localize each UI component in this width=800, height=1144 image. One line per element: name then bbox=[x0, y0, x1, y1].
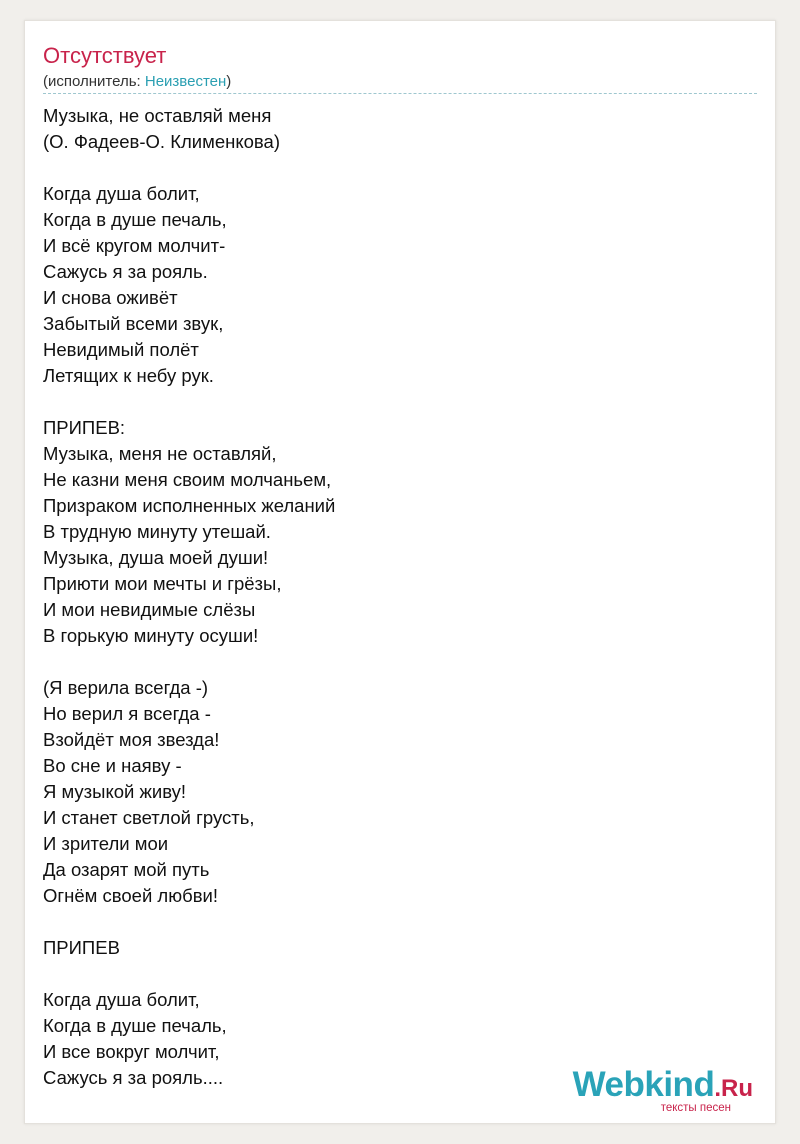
lyric-line: Я музыкой живу! bbox=[43, 781, 187, 802]
lyric-line: И снова оживёт bbox=[43, 287, 178, 308]
lyric-line: Не казни меня своим молчаньем, bbox=[43, 469, 332, 490]
lyric-line: Когда душа болит, bbox=[43, 989, 200, 1010]
lyric-line: Когда в душе печаль, bbox=[43, 1015, 227, 1036]
lyric-line bbox=[43, 389, 743, 415]
performer-prefix: (исполнитель: bbox=[43, 73, 145, 90]
performer-line bbox=[43, 73, 231, 91]
webkind-logo[interactable] bbox=[553, 1065, 753, 1115]
lyric-line bbox=[43, 155, 743, 181]
logo-main-text: Webkind bbox=[572, 1065, 715, 1104]
lyric-line: Взойдёт моя звезда! bbox=[43, 729, 220, 750]
lyric-line: (О. Фадеев-О. Клименкова) bbox=[43, 131, 281, 152]
lyrics-sheet bbox=[24, 20, 776, 1124]
lyric-line: Да озарят мой путь bbox=[43, 859, 210, 880]
dashed-divider bbox=[43, 93, 757, 94]
lyric-line: Огнём своей любви! bbox=[43, 885, 218, 906]
logo-tagline: тексты песен bbox=[660, 1102, 731, 1114]
lyric-line: Сажусь я за рояль.... bbox=[43, 1067, 224, 1088]
lyric-line bbox=[43, 961, 743, 987]
lyric-line: И зрители мои bbox=[43, 833, 169, 854]
lyric-line: В трудную минуту утешай. bbox=[43, 521, 271, 542]
performer-link[interactable]: Неизвестен bbox=[144, 73, 227, 90]
song-title: Отсутствует bbox=[43, 43, 167, 68]
lyric-line bbox=[43, 909, 743, 935]
lyric-line: ПРИПЕВ: bbox=[43, 417, 126, 438]
lyric-line: И всё кругом молчит- bbox=[43, 235, 226, 256]
lyric-line: Когда душа болит, bbox=[43, 183, 200, 204]
lyric-line: Музыка, душа моей души! bbox=[43, 547, 269, 568]
lyric-line: (Я верила всегда -) bbox=[43, 677, 209, 698]
lyric-line: Музыка, не оставляй меня bbox=[43, 105, 272, 126]
lyric-line: Приюти мои мечты и грёзы, bbox=[43, 573, 282, 594]
lyric-line: ПРИПЕВ bbox=[43, 937, 120, 958]
lyric-line: Забытый всеми звук, bbox=[43, 313, 224, 334]
lyric-line: Когда в душе печаль, bbox=[43, 209, 227, 230]
lyric-line: Но верил я всегда - bbox=[43, 703, 211, 724]
lyric-line: И мои невидимые слёзы bbox=[43, 599, 256, 620]
logo-tld: .Ru bbox=[714, 1075, 753, 1102]
lyric-line: В горькую минуту осуши! bbox=[43, 625, 259, 646]
lyric-line: Невидимый полёт bbox=[43, 339, 199, 360]
lyric-line: И станет светлой грусть, bbox=[43, 807, 255, 828]
lyric-line: Во сне и наяву - bbox=[43, 755, 182, 776]
lyric-line bbox=[43, 649, 743, 675]
lyric-line: И все вокруг молчит, bbox=[43, 1041, 220, 1062]
lyric-line: Сажусь я за рояль. bbox=[43, 261, 208, 282]
lyric-line: Летящих к небу рук. bbox=[43, 365, 214, 386]
lyric-line: Призраком исполненных желаний bbox=[43, 495, 336, 516]
performer-suffix: ) bbox=[226, 73, 232, 90]
lyrics-body bbox=[43, 103, 743, 1091]
lyric-line: Музыка, меня не оставляй, bbox=[43, 443, 277, 464]
